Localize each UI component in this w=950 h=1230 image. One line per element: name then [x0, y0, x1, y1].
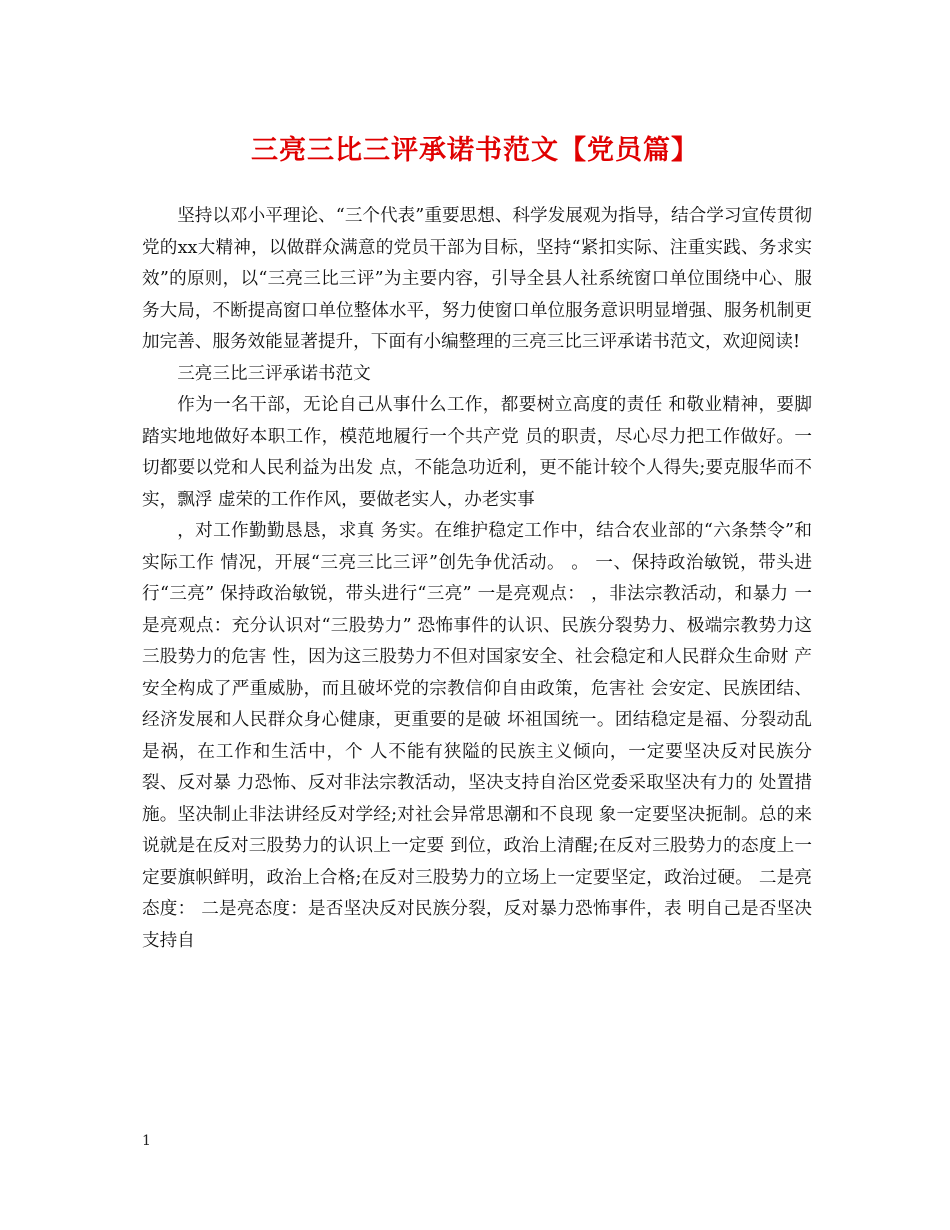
- paragraph-intro: 坚持以邓小平理论、“三个代表”重要思想、科学发展观为指导，结合学习宣传贯彻党的xx大精神，以做群众满意的党员干部为目标，坚持“紧扣实际、注重实践、务求实效”的原则，以“三亮三比三评”为主要内容，引导全县人社系统窗口单位围绕中心、服务大局，不断提高窗口单位整体水平，努力使窗口单位服务意识明显增强、服务机制更加完善、服务效能显著提升，下面有小编整理的三亮三比三评承诺书范文，欢迎阅读!: [142, 206, 812, 352]
- paragraph-subtitle: 三亮三比三评承诺书范文: [177, 363, 371, 384]
- document-title: 三亮三比三评承诺书范文【党员篇】: [251, 135, 699, 166]
- document-body: [142, 201, 812, 957]
- paragraph-stability: ，对工作勤勤恳恳，求真 务实。在维护稳定工作中，结合农业部的“六条禁令”和实际工作 情况，开展“三亮三比三评”创先争优活动。 。 一、保持政治敏锐，带头进行“三亮” 保持政治敏锐，带头进行“三亮” 一是亮观点： ，非法宗教活动，和暴力 一是亮观点：充分认识对“三股势力” 恐怖事件的认识、民族分裂势力、极端宗教势力这三股势力的危害 性，因为这三股势力不但对国家安全、社会稳定和人民群众生命财 产安全构成了严重威胁，而且破坏党的宗教信仰自由政策，危害社 会安定、民族团结、经济发展和人民群众身心健康，更重要的是破 坏祖国统一。团结稳定是福、分裂动乱是祸，在工作和生活中，个 人不能有狭隘的民族主义倾向，一定要坚决反对民族分裂、反对暴 力恐怖、反对非法宗教活动，坚决支持自治区党委采取坚决有力的 处置措施。坚决制止非法讲经反对学经;对社会异常思潮和不良现 象一定要坚决扼制。总的来说就是在反对三股势力的认识上一定要 到位，政治上清醒;在反对三股势力的态度上一定要旗帜鲜明，政治上合格;在反对三股势力的立场上一定要坚定，政治过硬。 二是亮态度： 二是亮态度：是否坚决反对民族分裂，反对暴力恐怖事件，表 明自己是否坚决支持自: [142, 521, 812, 951]
- page-number: 1: [142, 1133, 151, 1149]
- paragraph-commitment: 作为一名干部，无论自己从事什么工作，都要树立高度的责任 和敬业精神，要脚踏实地地做好本职工作，模范地履行一个共产党 员的职责，尽心尽力把工作做好。一切都要以党和人民利益为出发 点，不能急功近利，更不能计较个人得失;要克服华而不实，飘浮 虚荣的工作作风，要做老实人，办老实事: [142, 395, 812, 510]
